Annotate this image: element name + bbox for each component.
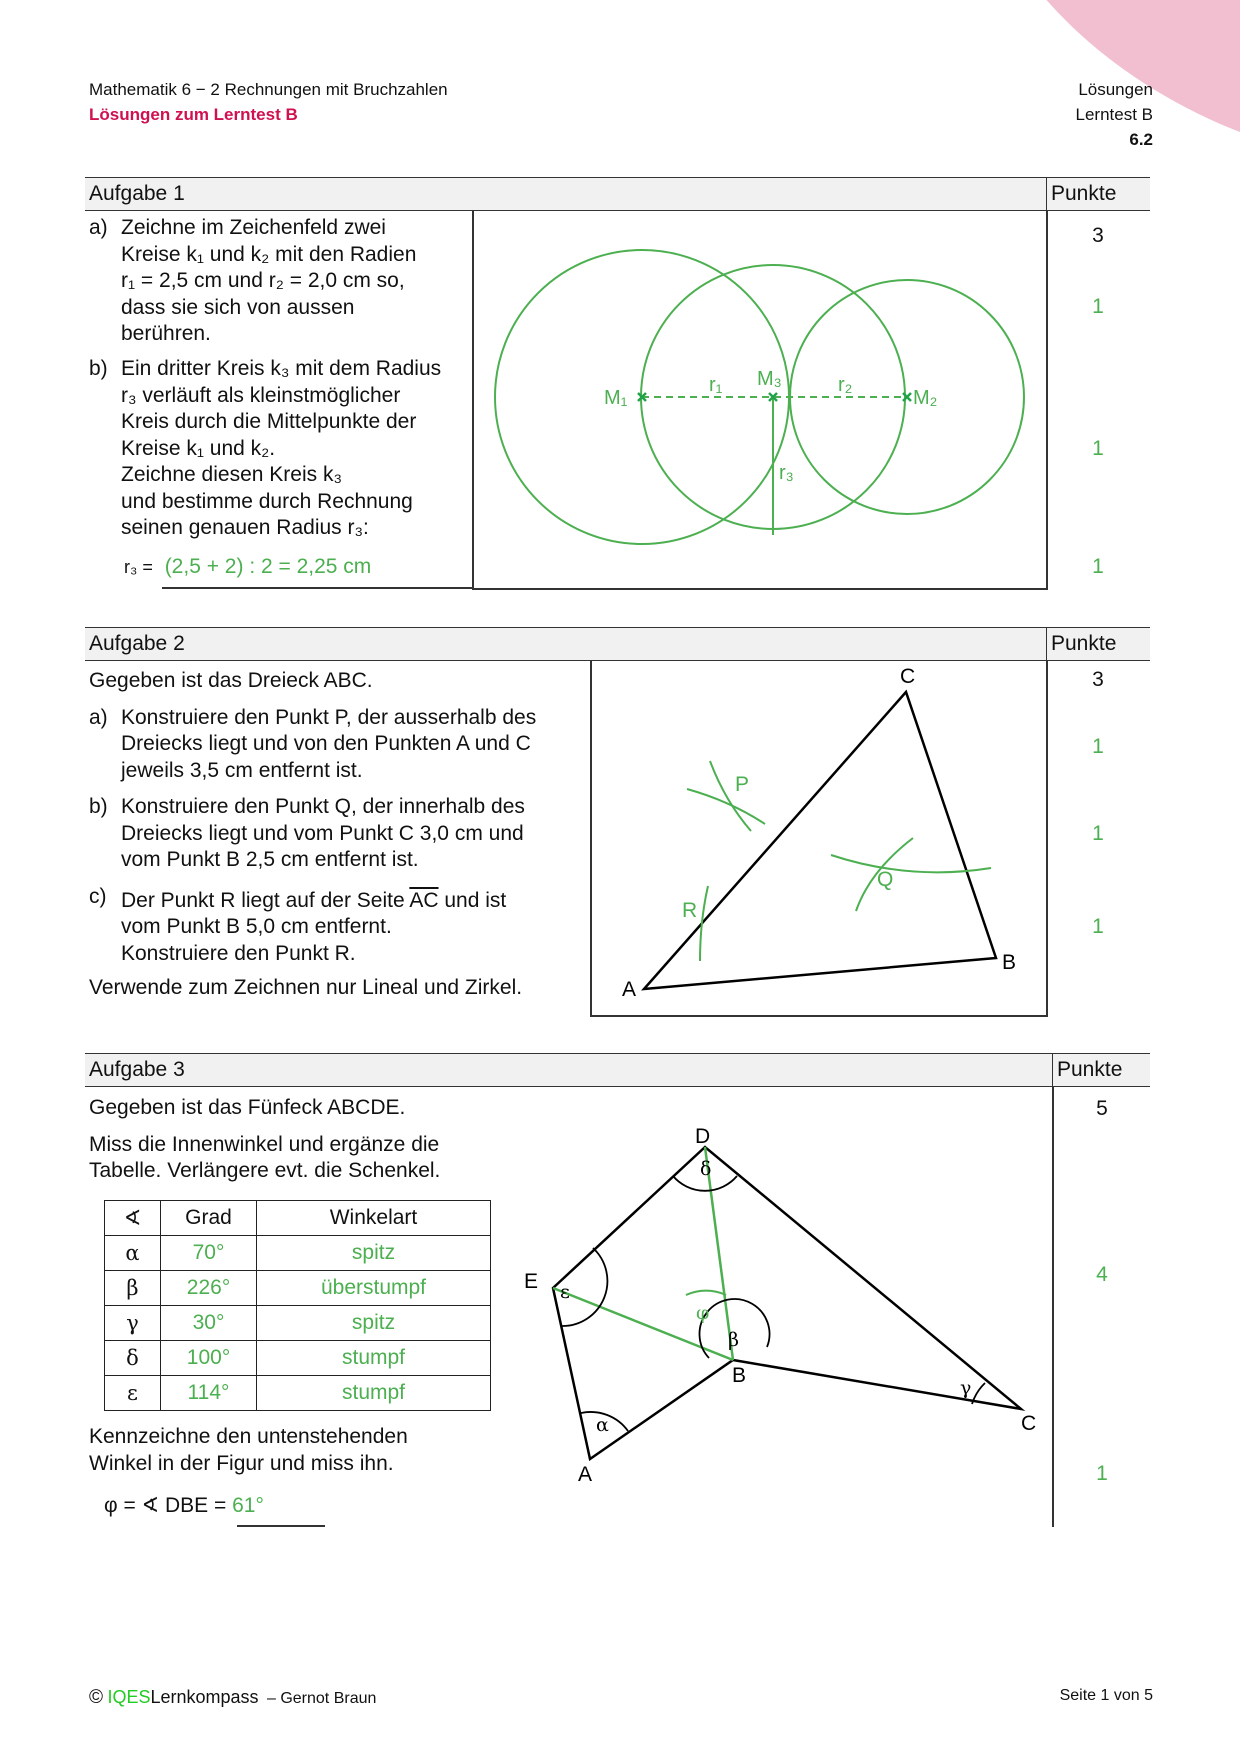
col-grad-header: Grad [161, 1201, 257, 1236]
svg-text:ε: ε [560, 1281, 570, 1303]
points-total: 3 [1092, 668, 1104, 691]
triangle-figure [590, 661, 1048, 1016]
points-phi: 1 [1096, 1462, 1108, 1485]
points-table: 4 [1096, 1263, 1108, 1286]
svg-text:B: B [1002, 951, 1017, 974]
header-left [89, 77, 448, 127]
svg-text:r₃: r₃ [779, 462, 794, 484]
points-b: 1 [1092, 822, 1104, 845]
svg-text:r₁: r₁ [709, 374, 723, 396]
svg-text:D: D [695, 1125, 711, 1148]
author: – Gernot Braun [266, 1690, 377, 1707]
copyright-icon: © [89, 1687, 103, 1708]
points-c: 1 [1092, 915, 1104, 938]
circles-figure [472, 211, 1048, 589]
aufgabe1-part-b: b) Ein dritter Kreis k₃ mit dem Radius r₃ verläuft als kleinstmöglicher Kreis durch die Mittelpunkte der Kreise k₁ und k₂. Zeichne diesen Kreis k₃ und bestimme durch Rechnung seinen genauen Radius r₃: [89, 357, 442, 539]
angle-table [104, 1200, 491, 1411]
points-a: 1 [1092, 295, 1104, 318]
svg-text:A: A [622, 978, 637, 1001]
svg-text:r₂: r₂ [838, 374, 853, 396]
points-total: 3 [1092, 224, 1104, 247]
header-solutions-label: Lösungen [1078, 80, 1153, 99]
svg-text:β: β [728, 1329, 739, 1351]
aufgabe1-answer [124, 554, 371, 581]
answer-label: r₃ = [124, 557, 153, 577]
svg-text:C: C [1021, 1412, 1037, 1435]
divider [1052, 1087, 1054, 1527]
aufgabe2-title: Aufgabe 2 [89, 632, 185, 655]
col-winkelart-header: Winkelart [257, 1201, 491, 1236]
aufgabe2-points-header: Punkte [1046, 628, 1116, 660]
aufgabe3-mark-instruction: Kennzeichne den untenstehenden Winkel in der Figur und miss ihn. [89, 1425, 408, 1475]
aufgabe1-title: Aufgabe 1 [89, 182, 185, 205]
svg-text:M₃: M₃ [757, 368, 782, 390]
table-row: ε 114° stumpf [105, 1376, 491, 1411]
brand-lernkompass: Lernkompass [150, 1687, 259, 1707]
svg-text:A: A [578, 1463, 593, 1486]
phi-underline [237, 1525, 325, 1527]
course-title: Mathematik 6 − 2 Rechnungen mit Bruchzahlen [89, 80, 448, 99]
aufgabe2-text: Gegeben ist das Dreieck ABC. a) Konstruiere den Punkt P, der ausserhalb des Dreiecks liegt und von den Punkten A und C jeweils 3,5 cm entfernt ist. b) Konstruiere den Punkt Q, der innerhalb des Dreiecks liegt und vom Punkt C 3,0 cm und vom Punkt B 2,5 cm entfernt ist. c) Der Punkt R liegt auf der Seite $\overline{AC}$ und ist vom Punkt B 5,0 cm entfernt. Konstruiere den Punkt R. Verwende zum Zeichnen nur Lineal und Zirkel. [89, 669, 537, 999]
document-subtitle: Lösungen zum Lerntest B [89, 105, 298, 124]
svg-text:M₁: M₁ [604, 387, 628, 409]
segment-ac: $\overline{AC}$ [409, 888, 439, 912]
aufgabe1-points-header: Punkte [1046, 178, 1116, 210]
svg-text:φ: φ [696, 1302, 710, 1324]
aufgabe1-header [85, 177, 1150, 211]
points-answer: 1 [1092, 555, 1104, 578]
points-a: 1 [1092, 735, 1104, 758]
table-row: β 226° überstumpf [105, 1271, 491, 1306]
svg-text:α: α [596, 1414, 609, 1436]
table-row: δ 100° stumpf [105, 1341, 491, 1376]
brand-iqes: IQES [107, 1687, 151, 1707]
points-total: 5 [1096, 1097, 1108, 1120]
table-row: γ 30° spitz [105, 1306, 491, 1341]
svg-text:δ: δ [700, 1158, 712, 1180]
svg-text:B: B [732, 1364, 747, 1387]
svg-text:C: C [900, 665, 916, 688]
aufgabe1-part-a: a) Zeichne im Zeichenfeld zwei Kreise k₁ und k₂ mit den Radien r₁ = 2,5 cm und r₂ = 2,0 cm so, dass sie sich von aussen berühren. [89, 216, 417, 345]
svg-text:Q: Q [877, 868, 894, 891]
answer-value: (2,5 + 2) : 2 = 2,25 cm [164, 555, 372, 578]
aufgabe3-points-header: Punkte [1052, 1054, 1122, 1086]
footer-left [89, 1687, 376, 1709]
aufgabe3-text: Gegeben ist das Fünfeck ABCDE. Miss die Innenwinkel und ergänze die Tabelle. Verlängere evt. die Schenkel. [89, 1096, 441, 1182]
phi-value: 61° [232, 1494, 264, 1517]
header-test-label: Lerntest B [1075, 105, 1153, 124]
col-angle-header: ∢ [105, 1201, 161, 1236]
page-number: Seite 1 von 5 [1059, 1687, 1153, 1704]
header-chapter-number: 6.2 [1129, 130, 1153, 149]
phi-answer [104, 1493, 264, 1520]
svg-text:P: P [735, 773, 750, 796]
phi-label: φ = ∢ DBE = [104, 1494, 227, 1517]
aufgabe3-title: Aufgabe 3 [89, 1058, 185, 1081]
svg-text:M₂: M₂ [913, 387, 938, 409]
svg-text:γ: γ [960, 1377, 972, 1399]
answer-underline [162, 587, 472, 589]
svg-text:R: R [682, 899, 698, 922]
svg-text:E: E [524, 1270, 539, 1293]
pentagon-figure [520, 1120, 1050, 1500]
aufgabe2-header [85, 627, 1150, 661]
points-b: 1 [1092, 437, 1104, 460]
aufgabe3-header [85, 1053, 1150, 1087]
table-row: α 70° spitz [105, 1236, 491, 1271]
header-right [1076, 77, 1154, 152]
